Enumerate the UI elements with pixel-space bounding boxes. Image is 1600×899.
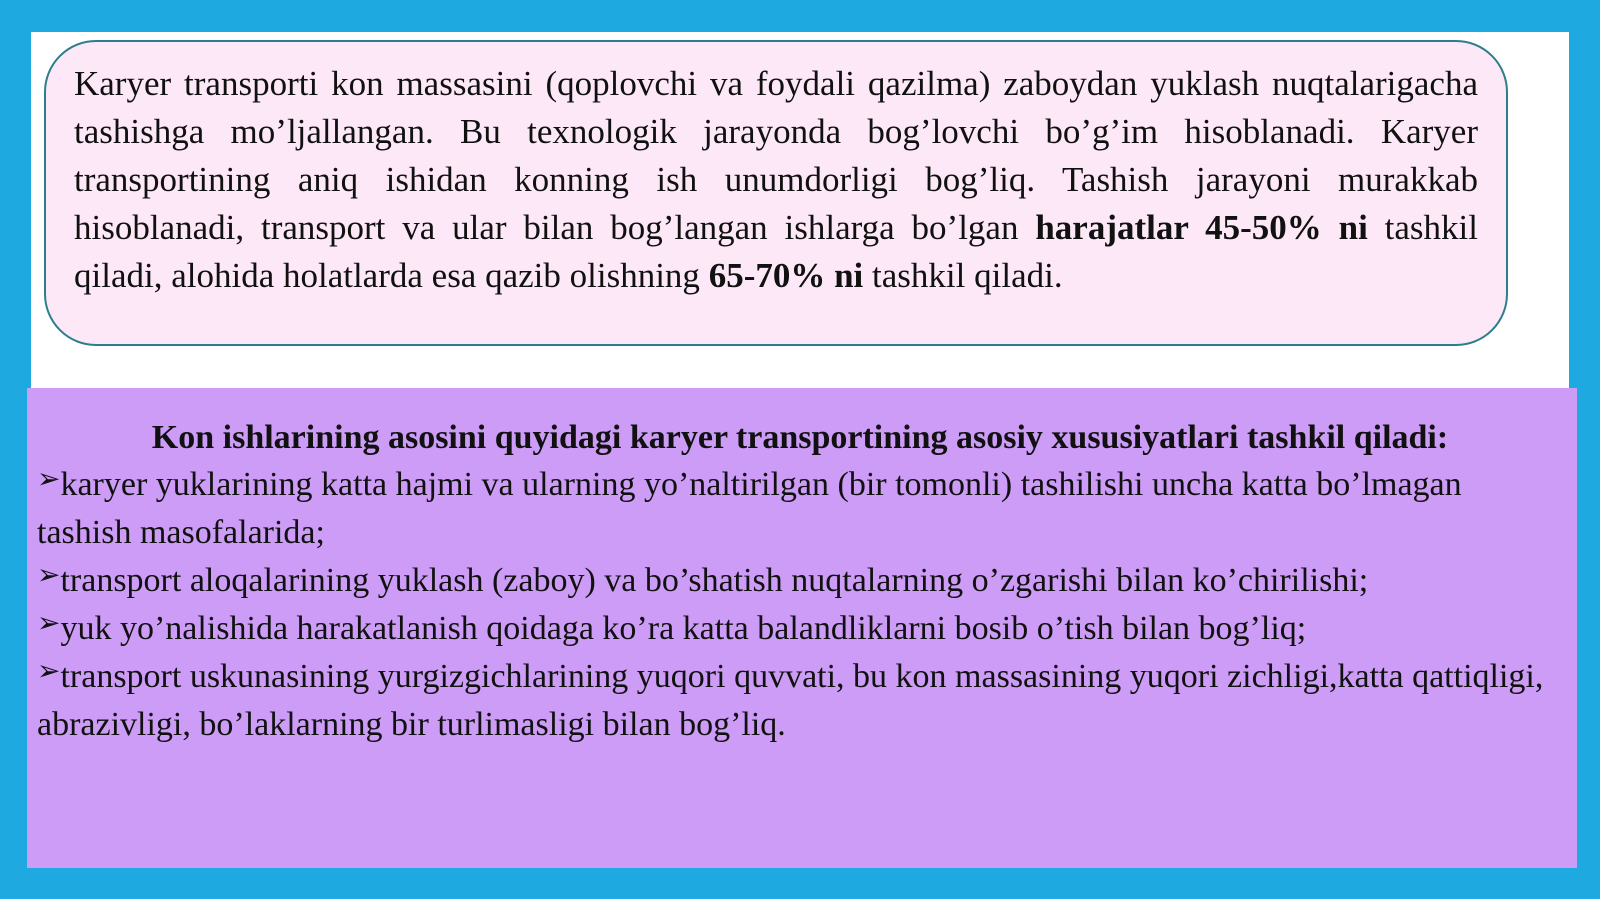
- list-item: [37, 605, 1563, 653]
- features-panel: [27, 388, 1577, 868]
- intro-paragraph: [74, 60, 1478, 300]
- arrow-bullet-icon: ➢: [37, 606, 61, 639]
- arrow-bullet-icon: ➢: [37, 558, 61, 591]
- list-item-text: karyer yuklarining katta hajmi va ularning yo’naltirilgan (bir tomonli) tashilishi uncha katta bo’lmagan tashish masofalarida;: [37, 466, 1462, 551]
- list-item: [37, 461, 1563, 557]
- arrow-bullet-icon: ➢: [37, 462, 61, 495]
- intro-bold-extraction-share: 65-70% ni: [708, 256, 864, 295]
- list-item: [37, 653, 1563, 749]
- list-item-text: transport uskunasining yurgizgichlarining yuqori quvvati, bu kon massasining yuqori zichligi,katta qattiqligi, abrazivligi, bo’laklarning bir turlimasligi bilan bog’liq.: [37, 658, 1544, 743]
- intro-text-3: tashkil qiladi.: [863, 256, 1063, 295]
- features-heading: Kon ishlarining asosini quyidagi karyer transportining asosiy xususiyatlari tashkil qiladi:: [151, 419, 1449, 456]
- intro-panel: [31, 32, 1569, 388]
- features-list: [37, 461, 1563, 749]
- intro-text-1: Karyer transporti kon massasini (qoplovchi va foydali qazilma) zaboydan yuklash nuqtalarigacha tashishga mo’ljallangan. Bu texnologik jarayonda bog’lovchi bo’g’im hisoblanadi. Karyer transportining aniq ishidan konning ish unumdorligi bog’liq. Tashish jarayoni murakkab hisoblanadi, transport va ular bilan bog’langan ishlarga bo’lgan: [74, 64, 1478, 247]
- list-item: [37, 557, 1563, 605]
- intro-text-2: tashkil qiladi, alohida holatlarda esa qazib olishning: [74, 208, 1478, 295]
- list-item-text: yuk yo’nalishida harakatlanish qoidaga ko’ra katta balandliklarni bosib o’tish bilan bog’liq;: [60, 610, 1307, 647]
- intro-bold-cost-share: harajatlar 45-50% ni: [1035, 208, 1368, 247]
- arrow-bullet-icon: ➢: [37, 654, 61, 687]
- list-item-text: transport aloqalarining yuklash (zaboy) va bo’shatish nuqtalarning o’zgarishi bilan ko’chirilishi;: [60, 562, 1369, 599]
- intro-callout: [44, 40, 1508, 346]
